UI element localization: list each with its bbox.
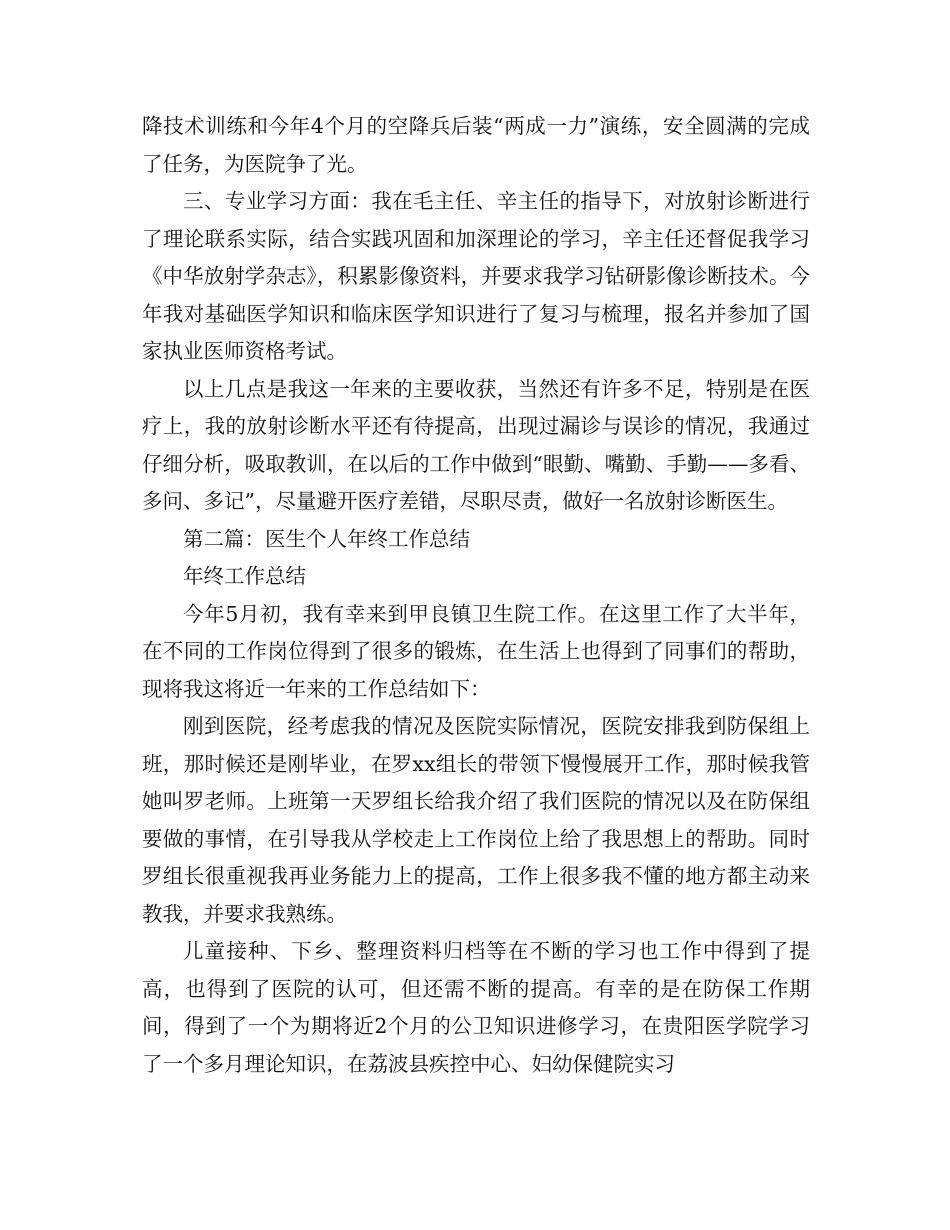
paragraph-arrival: 今年5月初，我有幸来到甲良镇卫生院工作。在这里工作了大半年，在不同的工作岗位得到了很多的锻炼，在生活上也得到了同事们的帮助，现将我这将近一年来的工作总结如下： xyxy=(142,601,810,701)
paragraph-prevention-group: 刚到医院，经考虑我的情况及医院实际情况，医院安排我到防保组上班，那时候还是刚毕业，在罗xx组长的带领下慢慢展开工作，那时候我管她叫罗老师。上班第一天罗组长给我介绍了我们医院的情况以及在防保组要做的事情，在引导我从学校走上工作岗位上给了我思想上的帮助。同时罗组长很重视我再业务能力上的提高，工作上很多我不懂的地方都主动来教我，并要求我熟练。 xyxy=(142,714,810,926)
section-heading-second-chapter: 第二篇：医生个人年终工作总结 xyxy=(183,526,470,551)
paragraph-summary-shortcomings: 以上几点是我这一年来的主要收获，当然还有许多不足，特别是在医疗上，我的放射诊断水平还有待提高，出现过漏诊与误诊的情况，我通过仔细分析，吸取教训，在以后的工作中做到“眼勤、嘴勤、手勤——多看、多问、多记”，尽量避开医疗差错，尽职尽责，做好一名放射诊断医生。 xyxy=(142,376,810,513)
document-body xyxy=(142,108,810,1083)
paragraph-vaccination-training: 儿童接种、下乡、整理资料归档等在不断的学习也工作中得到了提高，也得到了医院的认可，但还需不断的提高。有幸的是在防保工作期间，得到了一个为期将近2个月的公卫知识进修学习，在贵阳医学院学习了一个多月理论知识，在荔波县疾控中心、妇幼保健院实习 xyxy=(142,939,810,1076)
paragraph-training-conclusion: 降技术训练和今年4个月的空降兵后装“两成一力”演练，安全圆满的完成了任务，为医院争了光。 xyxy=(142,114,810,176)
paragraph-professional-study: 三、专业学习方面：我在毛主任、辛主任的指导下，对放射诊断进行了理论联系实际，结合实践巩固和加深理论的学习，辛主任还督促我学习《中华放射学杂志》，积累影像资料，并要求我学习钻研影像诊断技术。今年我对基础医学知识和临床医学知识进行了复习与梳理，报名并参加了国家执业医师资格考试。 xyxy=(142,189,810,363)
section-subheading-year-end-summary: 年终工作总结 xyxy=(183,564,306,588)
